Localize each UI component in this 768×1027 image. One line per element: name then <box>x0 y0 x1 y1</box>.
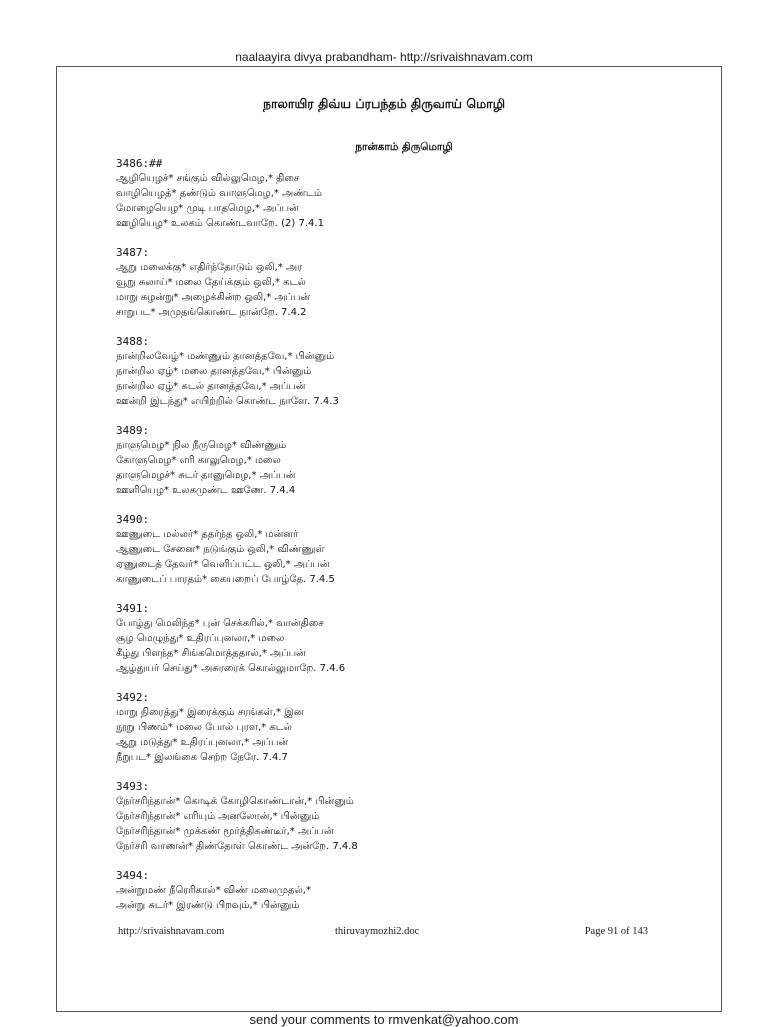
verse-line: ஆறு மடுத்து* உதிரப்புனலா,* அப்பன் <box>116 737 289 748</box>
verse-line: ஆணுடை சேனை* நடுங்கும் ஒலி,* விண்ணுள் <box>116 544 325 555</box>
verse-line: நேர்சரிந்தான்* எரியும் அனலோன்,* பின்னும் <box>116 811 320 822</box>
verse-number: 3492: <box>116 691 150 704</box>
verse-block <box>116 601 676 676</box>
verse-number: 3493: <box>116 780 150 793</box>
verse-number: 3488: <box>116 335 150 348</box>
verse-number: 3491: <box>116 602 150 615</box>
verse-line: ஆழியெழச்* சங்கும் வில்லுமெழ,* திசை <box>116 173 300 184</box>
verse-line: அன்று சுடர்* இரண்டு பிறவும்,* பின்னும் <box>116 900 300 911</box>
verse-number: 3489: <box>116 424 150 437</box>
verse-line: ஊணுடை மல்லர்* ததர்ந்த ஒலி,* மன்னர் <box>116 529 299 540</box>
verse-block <box>116 779 676 854</box>
verse-line: நூறு பிணம்* மலை போல் புரள,* கடல் <box>116 722 292 733</box>
verse-line: ஆறு மலைக்கு* எதிர்ந்தோடும் ஒலி,* அர <box>116 262 303 273</box>
source-header: naalaayira divya prabandham- http://srivaishnavam.com <box>235 50 533 64</box>
verse-number: 3490: <box>116 513 150 526</box>
verse-number: 3486:## <box>116 157 163 170</box>
verse-line: நேர்சரிந்தான்* முக்கண் மூர்த்திகண்டீர்,* அப்பன் <box>116 826 334 837</box>
verse-line: ஏணுடைத் தேவர்* வெளிப்பட்ட ஒலி,* அப்பன் <box>116 559 330 570</box>
verse-line: நாளுமெழ* நில நீருமெழ* விண்ணும் <box>116 440 287 451</box>
verse-list <box>116 156 676 927</box>
verse-block <box>116 868 676 913</box>
verse-line: மாறு நிரைத்து* இரைக்கும் சரங்கள்,* இன <box>116 707 304 718</box>
verse-line: நான்றில ஏழ்* மலை தானத்தவே,* பின்னும் <box>116 366 312 377</box>
verse-line: சூழ மெழுந்து* உதிரப்புனலா,* மலை <box>116 633 285 644</box>
verse-line: போழ்து மெலிந்த* புன் செக்கரில்,* வான்திசை <box>116 618 324 629</box>
verse-number: 3494: <box>116 869 150 882</box>
verse-line: நேர்சரிந்தான்* கொடிக் கோழிகொண்டான்,* பின்னும் <box>116 796 354 807</box>
footer-filename: thiruvaymozhi2.doc <box>335 926 420 937</box>
verse-line: ஊளியெழ* உலகமுண்ட ஊணே. 7.4.4 <box>116 485 296 496</box>
footer-url: http://srivaishnavam.com <box>118 926 225 937</box>
verse-line: தாளுமெழச்* சுடர் தானுமெழ,* அப்பன் <box>116 470 296 481</box>
verse-line: சாறுபட* அமுதங்கொண்ட நான்றே. 7.4.2 <box>116 307 307 318</box>
comments-note: send your comments to rmvenkat@yahoo.com <box>249 1012 519 1027</box>
verse-line: காணுடைப் பாரதம்* கையறைப் போழ்தே. 7.4.5 <box>116 574 335 585</box>
verse-line: நான்றிலவேழ்* மண்ணும் தானத்தவே,* பின்னும் <box>116 351 335 362</box>
section-title: நான்காம் திருமொழி <box>355 141 453 153</box>
verse-line: மாறு சுழன்று* அழைக்கின்ற ஒலி,* அப்பன் <box>116 292 311 303</box>
verse-line: கீழ்து பிளந்த* சிங்கமொத்ததால்,* அப்பன் <box>116 648 306 659</box>
verse-number: 3487: <box>116 246 150 259</box>
verse-line: அன்றுமண் நீரெரிகால்* விண் மலைமுதல்,* <box>116 885 311 896</box>
verse-block <box>116 334 676 409</box>
verse-line: வாழியெழத்* தண்டும் வாளுமெழ,* அண்டம் <box>116 188 322 199</box>
verse-block <box>116 156 676 231</box>
verse-line: கோளுமெழ* எரி காலுமெழ,* மலை <box>116 455 281 466</box>
verse-block <box>116 245 676 320</box>
verse-line: வூறு சுலாய்* மலை தேய்க்கும் ஒலி,* கடல் <box>116 277 306 288</box>
verse-line: நான்றில ஏழ்* கடல் தானத்தவே,* அப்பன் <box>116 381 306 392</box>
verse-line: ஊன்றி இடந்து* எயிற்றில் கொண்ட நாளே. 7.4.3 <box>116 396 339 407</box>
verse-line: ஊழியெழ* உலகம் கொண்டவாறே. (2) 7.4.1 <box>116 218 324 229</box>
verse-block <box>116 690 676 765</box>
verse-line: மோழையெழ* முடி பாதமெழ,* அப்பன் <box>116 203 299 214</box>
footer-page-number: Page 91 of 143 <box>584 926 648 937</box>
verse-block <box>116 423 676 498</box>
verse-line: நீறுபட* இலங்கை செற்ற நேரே. 7.4.7 <box>116 752 288 763</box>
document-title: நாலாயிர திவ்ய ப்ரபந்தம் திருவாய் மொழி <box>262 96 506 111</box>
verse-line: ஆழ்துயர் செய்து* அசுரரைக் கொல்லுமாறே. 7.4.6 <box>116 663 346 674</box>
verse-block <box>116 512 676 587</box>
verse-line: நேர்சரி வாணன்* திண்தோள் கொண்ட அன்றே. 7.4.8 <box>116 841 358 852</box>
